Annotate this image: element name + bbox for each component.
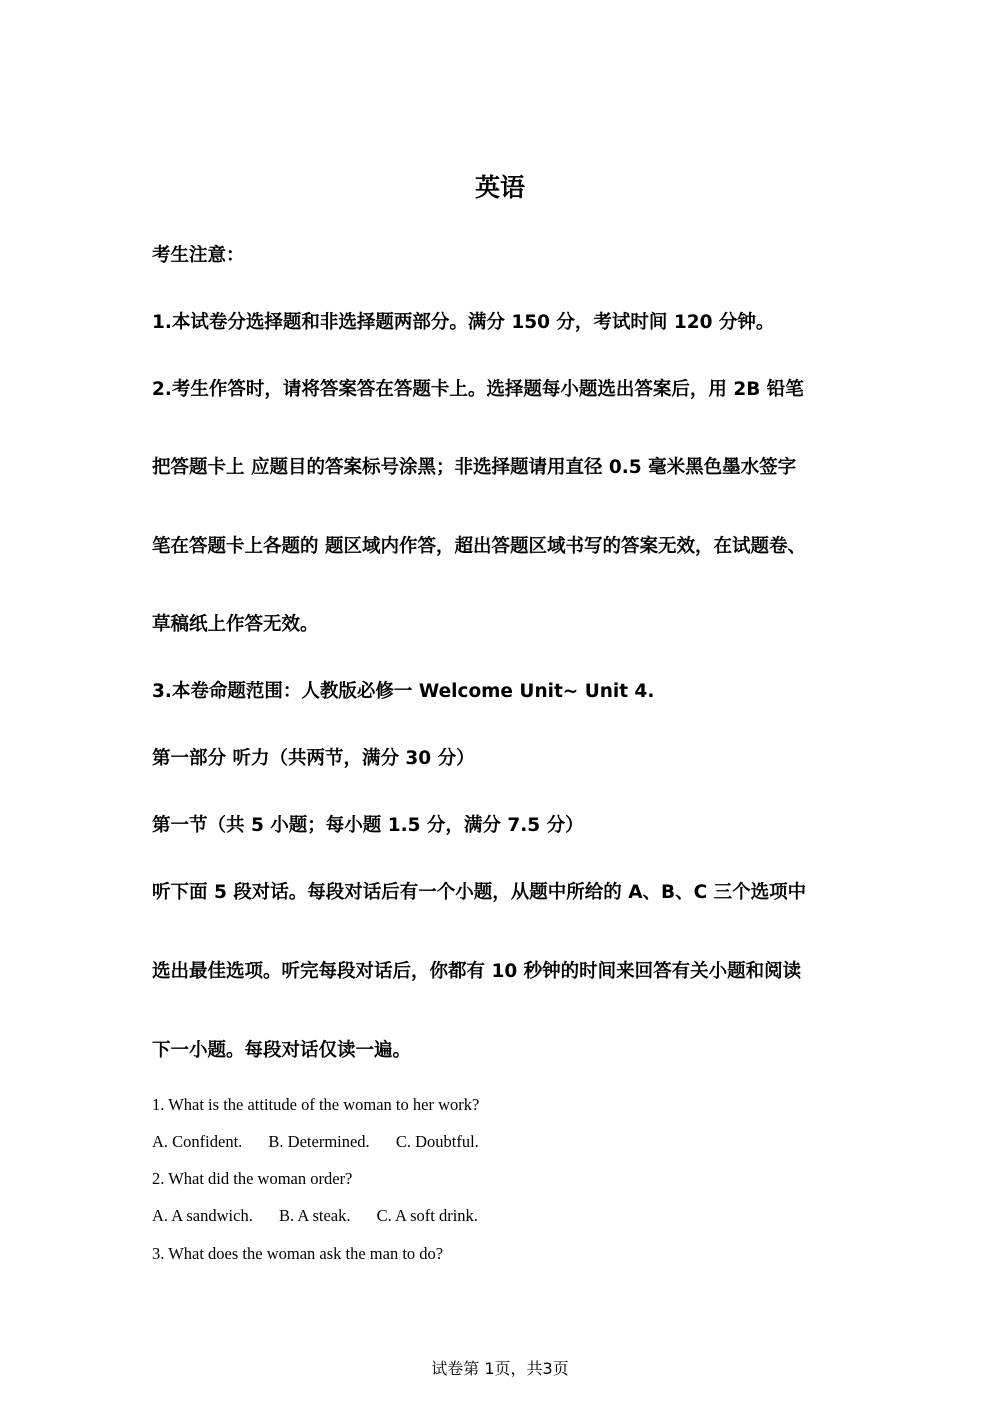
question-options: [152, 1132, 501, 1152]
option-a: A. Confident.: [152, 1132, 243, 1151]
note-line: 3.本卷命题范围：人教版必修一 Welcome Unit~ Unit 4.: [152, 681, 655, 702]
instruction-line: 下一小题。每段对话仅读一遍。: [152, 1040, 412, 1061]
question-stem: 1. What is the attitude of the woman to her work?: [152, 1095, 480, 1114]
page-title: 英语: [474, 173, 525, 202]
option-b: B. A steak.: [278, 1206, 351, 1225]
notice-heading: 考生注意：: [152, 245, 245, 266]
option-c: C. A soft drink.: [376, 1206, 478, 1225]
section-heading: 第一节（共 5 小题；每小题 1.5 分，满分 7.5 分）: [152, 815, 584, 836]
question-stem: 2. What did the woman order?: [152, 1169, 353, 1188]
part-heading: 第一部分 听力（共两节，满分 30 分）: [152, 748, 475, 769]
note-line: 笔在答题卡上各题的 题区域内作答，超出答题区域书写的答案无效，在试题卷、: [152, 536, 806, 557]
note-line: 草稿纸上作答无效。: [152, 614, 319, 635]
instruction-line: 听下面 5 段对话。每段对话后有一个小题，从题中所给的 A、B、C 三个选项中: [152, 882, 807, 903]
option-b: B. Determined.: [268, 1132, 370, 1151]
note-line: 2.考生作答时，请将答案答在答题卡上。选择题每小题选出答案后，用 2B 铅笔: [152, 379, 804, 400]
note-line: 1.本试卷分选择题和非选择题两部分。满分 150 分，考试时间 120 分钟。: [152, 312, 775, 333]
option-c: C. Doubtful.: [395, 1132, 479, 1151]
instruction-line: 选出最佳选项。听完每段对话后，你都有 10 秒钟的时间来回答有关小题和阅读: [152, 961, 802, 982]
page-footer: 试卷第 1页，共3页: [431, 1359, 569, 1378]
note-line: 把答题卡上 应题目的答案标号涂黑；非选择题请用直径 0.5 毫米黑色墨水签字: [152, 457, 797, 478]
question-stem: 3. What does the woman ask the man to do?: [152, 1244, 444, 1263]
question-options: [152, 1206, 500, 1226]
option-a: A. A sandwich.: [152, 1206, 253, 1225]
